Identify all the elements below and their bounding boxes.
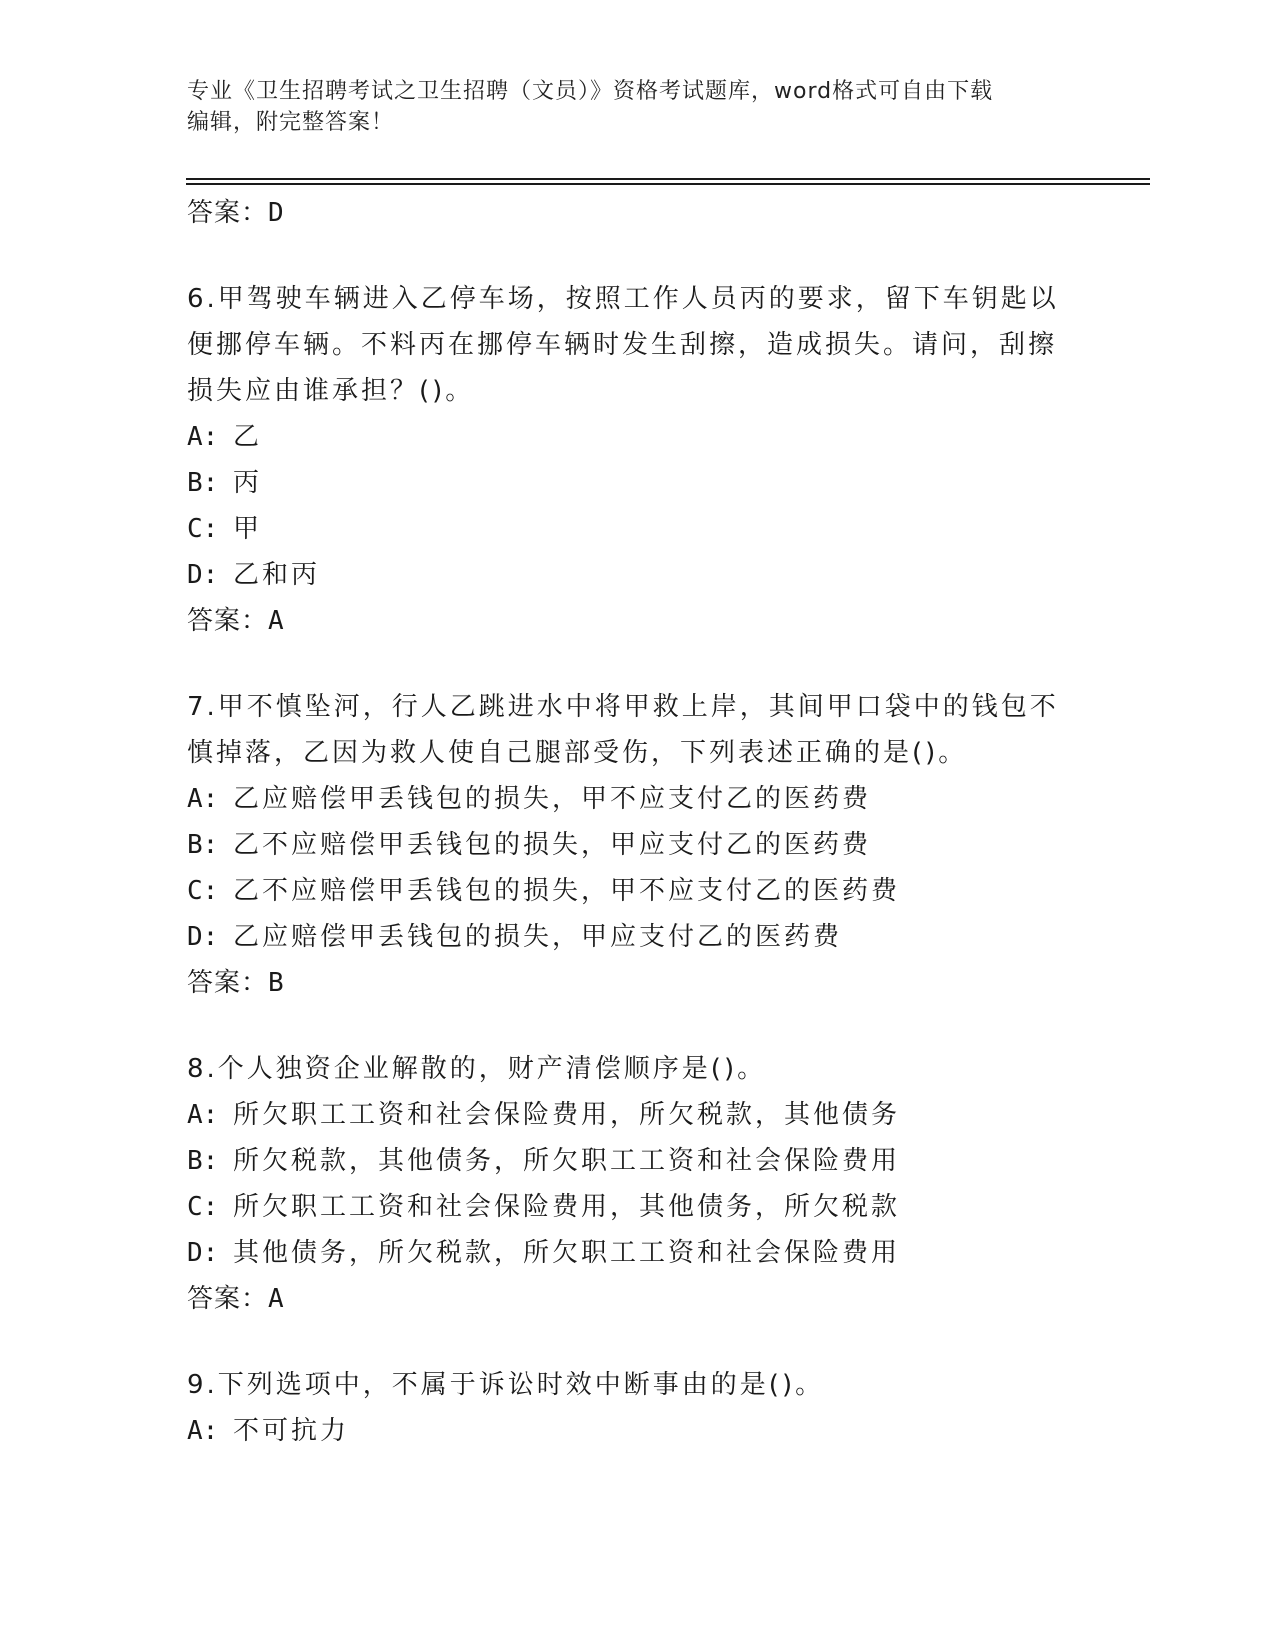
option-text: 乙不应赔偿甲丢钱包的损失，甲应支付乙的医药费 [233,830,872,860]
option-c [187,1184,1147,1230]
option-c [187,868,1147,914]
question-stem-line: 便挪停车辆。不料丙在挪停车辆时发生刮擦，造成损失。请问，刮擦 [187,330,1058,360]
option-letter: D: [187,922,219,952]
option-letter: A: [187,422,219,452]
header-line-1: 专业《卫生招聘考试之卫生招聘（文员）》资格考试题库，word格式可自由下载 [187,79,994,104]
option-text: 乙应赔偿甲丢钱包的损失，甲不应支付乙的医药费 [233,784,872,814]
answer-label: 答案： [187,198,269,228]
answer-q6 [187,598,1147,644]
answer-q7 [187,960,1147,1006]
option-a [187,1408,1147,1454]
document-header [187,76,1087,138]
answer-value: A [268,1284,285,1314]
option-text: 所欠职工工资和社会保险费用，所欠税款，其他债务 [233,1100,901,1130]
question-8 [187,1046,1147,1322]
option-letter: A: [187,784,219,814]
option-letter: C: [187,876,219,906]
question-stem-line: 9.下列选项中，不属于诉讼时效中断事由的是()。 [187,1370,825,1400]
option-d [187,914,1147,960]
option-text: 丙 [233,468,263,498]
option-letter: A: [187,1100,219,1130]
option-d [187,1230,1147,1276]
option-text: 其他债务，所欠税款，所欠职工工资和社会保险费用 [233,1238,901,1268]
option-b [187,822,1147,868]
option-text: 乙应赔偿甲丢钱包的损失，甲应支付乙的医药费 [233,922,843,952]
document-body [187,190,1147,1454]
option-letter: B: [187,1146,219,1176]
option-a [187,776,1147,822]
question-7 [187,684,1147,1006]
option-d [187,552,1147,598]
answer-q8 [187,1276,1147,1322]
header-divider-top [186,178,1150,180]
question-stem-line: 6.甲驾驶车辆进入乙停车场，按照工作人员丙的要求，留下车钥匙以 [187,284,1059,314]
question-stem-line: 8.个人独资企业解散的，财产清偿顺序是()。 [187,1054,767,1084]
option-a [187,414,1147,460]
option-letter: A: [187,1416,219,1446]
option-letter: C: [187,514,219,544]
option-letter: C: [187,1192,219,1222]
answer-value: A [268,606,285,636]
question-stem-line: 慎掉落，乙因为救人使自己腿部受伤，下列表述正确的是()。 [187,738,968,768]
answer-value: D [268,198,285,228]
question-stem-line: 损失应由谁承担？()。 [187,376,475,406]
option-b [187,460,1147,506]
option-letter: D: [187,1238,219,1268]
option-text: 乙不应赔偿甲丢钱包的损失，甲不应支付乙的医药费 [233,876,901,906]
option-c [187,506,1147,552]
question-6 [187,276,1147,644]
option-text: 乙 [233,422,263,452]
option-b [187,1138,1147,1184]
question-9 [187,1362,1147,1454]
header-line-2: 编辑，附完整答案！ [187,110,395,135]
answer-label: 答案： [187,1284,269,1314]
answer-label: 答案： [187,968,269,998]
answer-q5 [187,190,1147,236]
header-divider-bottom [186,183,1150,185]
option-text: 所欠职工工资和社会保险费用，其他债务，所欠税款 [233,1192,901,1222]
option-a [187,1092,1147,1138]
answer-label: 答案： [187,606,269,636]
question-stem-line: 7.甲不慎坠河，行人乙跳进水中将甲救上岸，其间甲口袋中的钱包不 [187,692,1059,722]
option-letter: D: [187,560,219,590]
option-letter: B: [187,830,219,860]
option-text: 乙和丙 [233,560,321,590]
answer-value: B [268,968,285,998]
option-text: 不可抗力 [233,1416,350,1446]
option-text: 甲 [233,514,263,544]
option-letter: B: [187,468,219,498]
option-text: 所欠税款，其他债务，所欠职工工资和社会保险费用 [233,1146,901,1176]
